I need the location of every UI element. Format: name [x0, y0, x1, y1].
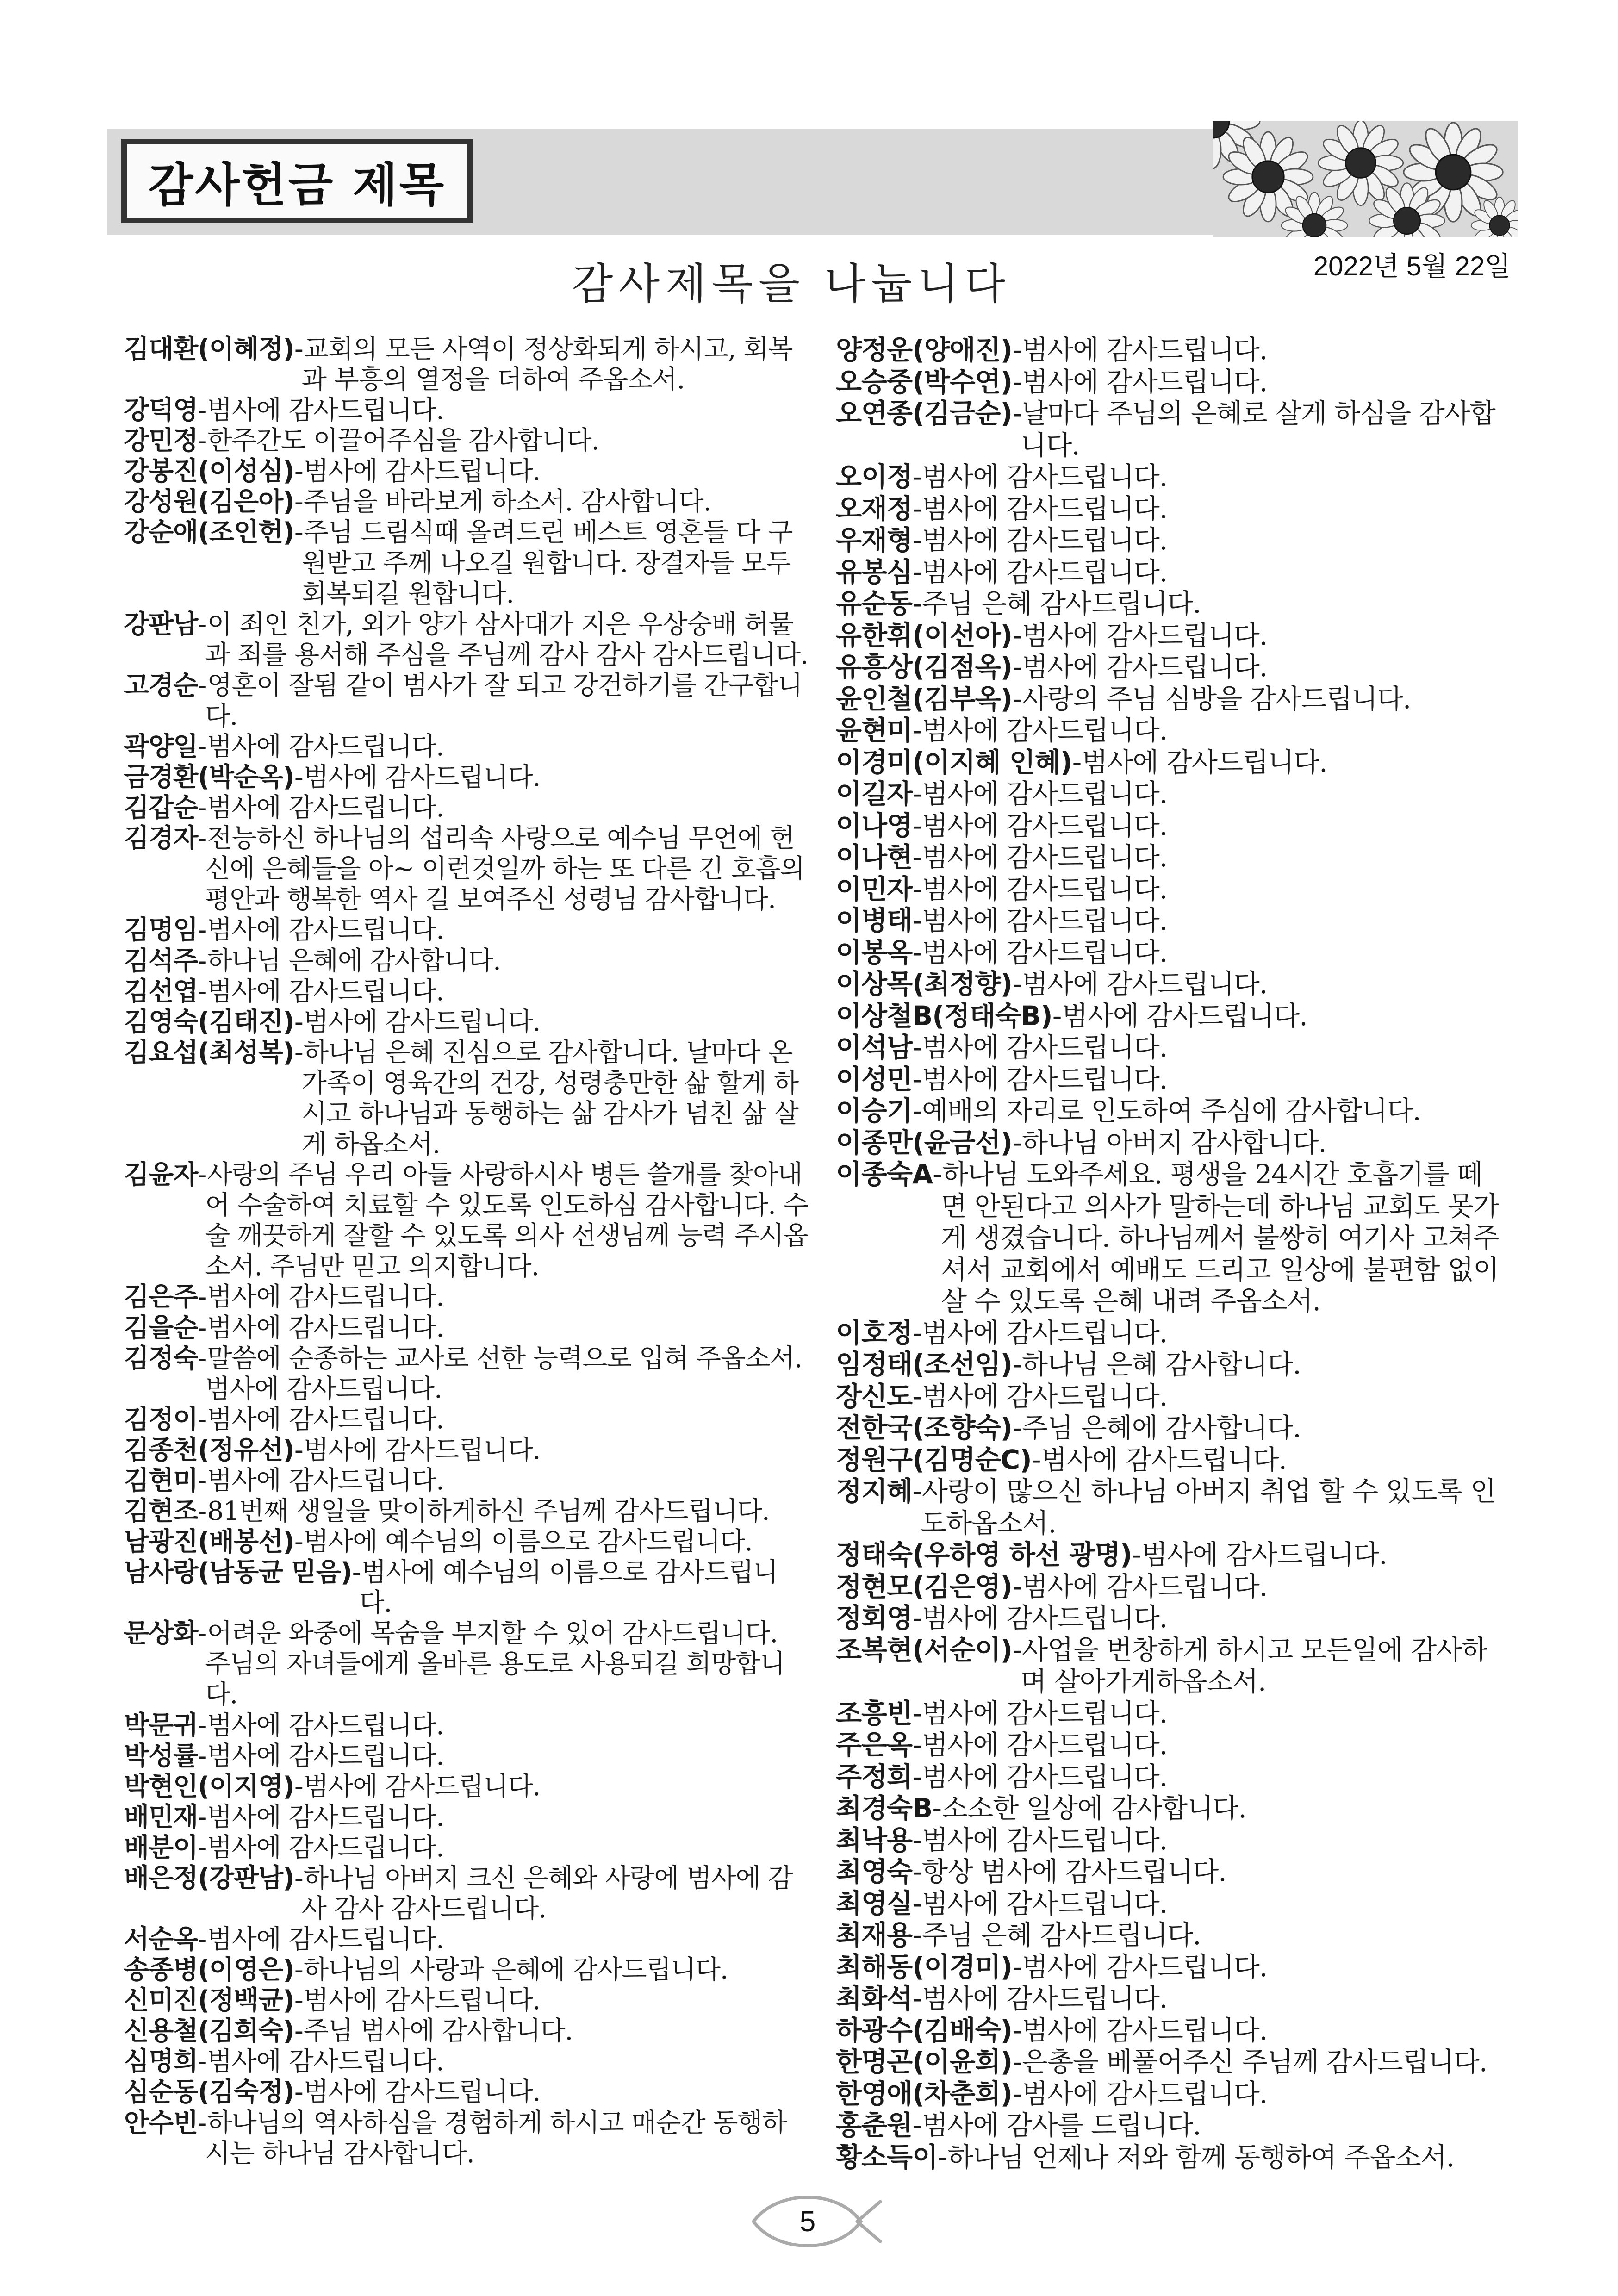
- thanks-message: 전능하신 하나님의 섭리속 사랑으로 예수님 무언에 헌신에 은혜들을 아~ 이런것일까 하는 또 다른 긴 호흡의 평안과 행복한 역사 길 보여주신 성령님 감사합니다.: [205, 823, 805, 915]
- donor-name: 정현모(김은영): [836, 1570, 1013, 1602]
- donor-name: 강성원(김은아): [124, 487, 294, 517]
- thanks-message: 하나님 은혜 진심으로 감사합니다. 날마다 온가족이 영육간의 건강, 성령충만한 삶 할게 하시고 하나님과 동행하는 삶 감사가 넘친 삶 살게 하옵소서.: [301, 1037, 799, 1160]
- thanks-message: 주님 드림식때 올려드린 베스트 영혼들 다 구원받고 주께 나오길 원합니다. 장결자들 모두 회복되길 원합니다.: [301, 517, 793, 609]
- donor-name: 김요섭(최성복): [124, 1037, 294, 1068]
- donor-name: 이성민: [836, 1063, 913, 1095]
- list-item: 오연종(김금순)-날마다 주님의 은혜로 살게 하심을 감사합니다.: [836, 398, 1495, 461]
- thanks-message: 사업을 번창하게 하시고 모든일에 감사하며 살아가게하옵소서.: [1021, 1634, 1487, 1697]
- thanks-message: 범사에 감사드립니다.: [207, 793, 444, 823]
- thanks-message: 범사에 감사드립니다.: [207, 1313, 444, 1343]
- donor-name: 강봉진(이성심): [124, 456, 294, 487]
- donor-name: 유한휘(이선아): [836, 619, 1013, 651]
- donor-name: 조흥빈: [836, 1697, 913, 1729]
- thanks-message: 하나님 은혜에 감사합니다.: [207, 946, 501, 976]
- list-item: 조흥빈-범사에 감사드립니다.: [836, 1697, 1168, 1729]
- list-item: 하광수(김배숙)-범사에 감사드립니다.: [836, 2014, 1268, 2046]
- donor-name: 김영숙(김태진): [124, 1007, 294, 1037]
- thanks-message: 범사에 감사드립니다.: [922, 873, 1168, 905]
- thanks-message: 범사에 감사드립니다.: [922, 1824, 1168, 1856]
- list-item: 최낙용-범사에 감사드립니다.: [836, 1824, 1168, 1856]
- thanks-message: 말씀에 순종하는 교사로 선한 능력으로 입혀 주옵소서. 범사에 감사드립니다.: [205, 1343, 803, 1404]
- list-item: 강판남-이 죄인 친가, 외가 양가 삼사대가 지은 우상숭배 허물과 죄를 용서해 주심을 주님께 감사 감사 감사드립니다.: [124, 609, 808, 670]
- subtitle: 감사제목을 나눕니다: [572, 259, 1011, 309]
- donor-name: 임정태(조선임): [836, 1349, 1013, 1380]
- list-item: 이종만(윤금선)-하나님 아버지 감사합니다.: [836, 1126, 1326, 1158]
- list-item: 오재정-범사에 감사드립니다.: [836, 492, 1168, 524]
- thanks-message: 소소한 일상에 감사합니다.: [942, 1792, 1246, 1824]
- list-item: 한명곤(이윤희)-은총을 베풀어주신 주님께 감사드립니다.: [836, 2046, 1487, 2078]
- thanks-message: 하나님 언제나 저와 함께 동행하여 주옵소서.: [947, 2141, 1455, 2173]
- donor-name: 이종만(윤금선): [836, 1126, 1013, 1158]
- thanks-message: 범사에 감사드립니다.: [922, 1729, 1168, 1761]
- list-item: 안수빈-하나님의 역사하심을 경험하게 하시고 매순간 동행하시는 하나님 감사합니다.: [124, 2108, 787, 2169]
- donor-name: 한명곤(이윤희): [836, 2046, 1013, 2078]
- list-item: 김영숙(김태진)-범사에 감사드립니다.: [124, 1007, 541, 1037]
- list-item: 오이정-범사에 감사드립니다.: [836, 461, 1168, 492]
- donor-name: 금경환(박순옥): [124, 762, 294, 793]
- donor-name: 배은정(강판남): [124, 1863, 294, 1893]
- donor-name: 정지혜: [836, 1475, 913, 1507]
- donor-name: 오이정: [836, 461, 913, 492]
- thanks-message: 범사에 감사드립니다.: [303, 1771, 541, 1802]
- thanks-message: 범사에 감사드립니다.: [922, 1761, 1168, 1792]
- list-item: 정원구(김명순C)-범사에 감사드립니다.: [836, 1444, 1287, 1475]
- donor-name: 김현미: [124, 1465, 198, 1496]
- list-item: 최재용-주님 은혜 감사드립니다.: [836, 1919, 1201, 1951]
- donor-name: 서순옥: [124, 1924, 198, 1955]
- thanks-message: 이 죄인 친가, 외가 양가 삼사대가 지은 우상숭배 허물과 죄를 용서해 주심을 주님께 감사 감사 감사드립니다.: [205, 609, 808, 670]
- list-item: 최해동(이경미)-범사에 감사드립니다.: [836, 1951, 1268, 1983]
- donor-name: 문상화: [124, 1618, 198, 1649]
- donor-name: 김갑순: [124, 793, 198, 823]
- thanks-message: 범사에 감사드립니다.: [207, 2047, 444, 2077]
- donor-name: 김정이: [124, 1404, 198, 1435]
- thanks-message: 범사에 감사드립니다.: [207, 1710, 444, 1741]
- thanks-message: 범사에 감사드립니다.: [207, 1802, 444, 1832]
- donor-name: 김현조: [124, 1496, 198, 1526]
- donor-name: 신용철(김희숙): [124, 2016, 294, 2047]
- donor-name: 신미진(정백균): [124, 1985, 294, 2016]
- thanks-message: 범사에 감사드립니다.: [1022, 1570, 1268, 1602]
- thanks-message: 어려운 와중에 목숨을 부지할 수 있어 감사드립니다. 주님의 자녀들에게 올바른 용도로 사용되길 희망합니다.: [205, 1618, 785, 1710]
- thanks-message: 범사에 감사드립니다.: [1022, 2014, 1268, 2046]
- list-item: 최경숙B-소소한 일상에 감사합니다.: [836, 1792, 1246, 1824]
- donor-name: 배분이: [124, 1832, 198, 1863]
- thanks-message: 항상 범사에 감사드립니다.: [922, 1856, 1226, 1887]
- donor-name: 최재용: [836, 1919, 913, 1951]
- list-item: 장신도-범사에 감사드립니다.: [836, 1380, 1168, 1412]
- list-item: 유한휘(이선아)-범사에 감사드립니다.: [836, 619, 1268, 651]
- list-item: 유흥상(김점옥)-범사에 감사드립니다.: [836, 651, 1268, 683]
- donor-name: 김정숙: [124, 1343, 198, 1374]
- thanks-message: 범사에 감사드립니다.: [1022, 968, 1268, 1000]
- donor-name: 정원구(김명순C): [836, 1444, 1032, 1475]
- thanks-message: 은총을 베풀어주신 주님께 감사드립니다.: [1022, 2046, 1487, 2078]
- donor-name: 윤현미: [836, 715, 913, 746]
- list-item: 문상화-어려운 와중에 목숨을 부지할 수 있어 감사드립니다. 주님의 자녀들에게 올바른 용도로 사용되길 희망합니다.: [124, 1618, 785, 1710]
- thanks-message: 범사에 감사드립니다.: [1141, 1539, 1387, 1570]
- list-item: 신미진(정백균)-범사에 감사드립니다.: [124, 1985, 541, 2016]
- donor-name: 윤인철(김부옥): [836, 683, 1013, 715]
- thanks-message: 한주간도 이끌어주심을 감사합니다.: [207, 426, 599, 456]
- donor-name: 이나현: [836, 841, 913, 873]
- list-item: 주은옥-범사에 감사드립니다.: [836, 1729, 1168, 1761]
- donor-name: 강순애(조인헌): [124, 517, 294, 548]
- list-item: 한영애(차춘희)-범사에 감사드립니다.: [836, 2078, 1268, 2109]
- thanks-message: 범사에 예수님의 이름으로 감사드립니다.: [303, 1527, 753, 1557]
- donor-name: 김명임: [124, 915, 198, 946]
- thanks-message: 예배의 자리로 인도하여 주심에 감사합니다.: [922, 1095, 1421, 1126]
- thanks-message: 주님을 바라보게 하소서. 감사합니다.: [303, 487, 711, 517]
- list-item: 유봉심-범사에 감사드립니다.: [836, 556, 1168, 588]
- list-item: 최화석-범사에 감사드립니다.: [836, 1983, 1168, 2014]
- thanks-message: 범사에 감사드립니다.: [303, 456, 541, 487]
- list-item: 김요섭(최성복)-하나님 은혜 진심으로 감사합니다. 날마다 온가족이 영육간의 건강, 성령충만한 삶 할게 하시고 하나님과 동행하는 삶 감사가 넘친 삶 살게 하옵소서.: [124, 1037, 799, 1160]
- donor-name: 배민재: [124, 1802, 198, 1832]
- list-item: 김명임-범사에 감사드립니다.: [124, 915, 444, 946]
- list-item: 강성원(김은아)-주님을 바라보게 하소서. 감사합니다.: [124, 487, 711, 517]
- thanks-message: 범사에 감사드립니다.: [1022, 2078, 1268, 2109]
- donor-name: 곽양일: [124, 732, 198, 762]
- list-item: 이나영-범사에 감사드립니다.: [836, 809, 1168, 841]
- list-item: 강덕영-범사에 감사드립니다.: [124, 395, 444, 426]
- list-item: 김윤자-사랑의 주님 우리 아들 사랑하시사 병든 쓸개를 찾아내어 수술하여 치료할 수 있도록 인도하심 감사합니다. 수술 깨끗하게 잘할 수 있도록 의사 선생님께 능력 주시옵소서. 주님만 믿고 의지합니다.: [124, 1160, 808, 1282]
- list-item: 이병태-범사에 감사드립니다.: [836, 905, 1168, 936]
- list-item: 남사랑(남동균 믿음)-범사에 예수님의 이름으로 감사드립니다.: [124, 1557, 778, 1618]
- list-item: 김경자-전능하신 하나님의 섭리속 사랑으로 예수님 무언에 헌신에 은혜들을 아~ 이런것일까 하는 또 다른 긴 호흡의 평안과 행복한 역사 길 보여주신 성령님 감사합니다.: [124, 823, 805, 915]
- donor-name: 이봉옥: [836, 936, 913, 968]
- donor-name: 우재형: [836, 524, 913, 556]
- donor-name: 박현인(이지영): [124, 1771, 294, 1802]
- thanks-message: 사랑의 주님 우리 아들 사랑하시사 병든 쓸개를 찾아내어 수술하여 치료할 수 있도록 인도하심 감사합니다. 수술 깨끗하게 잘할 수 있도록 의사 선생님께 능력 주시옵소서. 주님만 믿고 의지합니다.: [205, 1160, 808, 1282]
- thanks-message: 범사에 감사드립니다.: [922, 1380, 1168, 1412]
- list-item: 남광진(배봉선)-범사에 예수님의 이름으로 감사드립니다.: [124, 1527, 753, 1557]
- donor-name: 전한국(조향숙): [836, 1412, 1013, 1444]
- thanks-message: 주님 은혜 감사드립니다.: [922, 588, 1201, 619]
- list-item: 황소득이-하나님 언제나 저와 함께 동행하여 주옵소서.: [836, 2141, 1455, 2173]
- thanks-message: 하나님의 사랑과 은혜에 감사드립니다.: [303, 1955, 728, 1985]
- thanks-message: 범사에 감사드립니다.: [1022, 1951, 1268, 1983]
- list-item: 김정이-범사에 감사드립니다.: [124, 1404, 444, 1435]
- donor-name: 이경미(이지혜 인혜): [836, 746, 1072, 778]
- list-item: 전한국(조향숙)-주님 은혜에 감사합니다.: [836, 1412, 1301, 1444]
- donor-name: 정회영: [836, 1602, 913, 1634]
- donor-name: 황소득이: [836, 2141, 938, 2173]
- list-item: 강민정-한주간도 이끌어주심을 감사합니다.: [124, 426, 599, 456]
- list-item: 금경환(박순옥)-범사에 감사드립니다.: [124, 762, 541, 793]
- thanks-message: 범사에 감사드립니다.: [207, 395, 444, 426]
- thanks-message: 범사에 감사드립니다.: [922, 841, 1168, 873]
- list-item: 김정숙-말씀에 순종하는 교사로 선한 능력으로 입혀 주옵소서. 범사에 감사드립니다.: [124, 1343, 803, 1404]
- page-number-badge: [745, 2191, 884, 2252]
- list-item: 정태숙(우하영 하선 광명)-범사에 감사드립니다.: [836, 1539, 1387, 1570]
- list-item: 김갑순-범사에 감사드립니다.: [124, 793, 444, 823]
- list-item: 이상철B(정태숙B)-범사에 감사드립니다.: [836, 1000, 1307, 1032]
- thanks-message: 81번째 생일을 맞이하게하신 주님께 감사드립니다.: [207, 1496, 770, 1526]
- thanks-message: 영혼이 잘됨 같이 범사가 잘 되고 강건하기를 간구합니다.: [205, 670, 803, 731]
- list-item: 임정태(조선임)-하나님 은혜 감사합니다.: [836, 1349, 1301, 1380]
- donor-name: 이길자: [836, 778, 913, 809]
- list-item: 이봉옥-범사에 감사드립니다.: [836, 936, 1168, 968]
- list-item: 강봉진(이성심)-범사에 감사드립니다.: [124, 456, 541, 487]
- list-item: 이종숙A-하나님 도와주세요. 평생을 24시간 호흡기를 떼면 안된다고 의사가 말하는데 하나님 교회도 못가게 생겼습니다. 하나님께서 불쌍히 여기사 고쳐주셔서 교회에서 예배도 드리고 일상에 불편함 없이 살 수 있도록 은혜 내려 주옵소서.: [836, 1158, 1499, 1317]
- list-item: 우재형-범사에 감사드립니다.: [836, 524, 1168, 556]
- list-item: 배은정(강판남)-하나님 아버지 크신 은혜와 사랑에 범사에 감사 감사 감사드립니다.: [124, 1863, 793, 1924]
- donor-name: 강민정: [124, 426, 198, 456]
- thanks-message: 범사에 감사드립니다.: [303, 1435, 541, 1465]
- list-item: 김현미-범사에 감사드립니다.: [124, 1465, 444, 1496]
- list-item: 윤인철(김부옥)-사랑의 주님 심방을 감사드립니다.: [836, 683, 1411, 715]
- thanks-message: 범사에 감사드립니다.: [922, 778, 1168, 809]
- donor-name: 안수빈: [124, 2108, 198, 2138]
- list-item: 홍춘원-범사에 감사를 드립니다.: [836, 2109, 1201, 2141]
- list-item: 김을순-범사에 감사드립니다.: [124, 1313, 444, 1343]
- donor-name: 김경자: [124, 823, 198, 854]
- right-column: [836, 334, 1507, 2173]
- thanks-message: 범사에 감사드립니다.: [922, 809, 1168, 841]
- thanks-message: 범사에 예수님의 이름으로 감사드립니다.: [359, 1557, 778, 1618]
- list-item: 이나현-범사에 감사드립니다.: [836, 841, 1168, 873]
- list-item: 송종병(이영은)-하나님의 사랑과 은혜에 감사드립니다.: [124, 1955, 728, 1985]
- list-item: 이민자-범사에 감사드립니다.: [836, 873, 1168, 905]
- list-item: 이호정-범사에 감사드립니다.: [836, 1317, 1168, 1349]
- list-item: 정지혜-사랑이 많으신 하나님 아버지 취업 할 수 있도록 인도하옵소서.: [836, 1475, 1496, 1539]
- donor-name: 김선엽: [124, 976, 198, 1007]
- donor-name: 남광진(배봉선): [124, 1527, 294, 1557]
- donor-name: 최낙용: [836, 1824, 913, 1856]
- list-item: 이승기-예배의 자리로 인도하여 주심에 감사합니다.: [836, 1095, 1421, 1126]
- donor-name: 오승중(박수연): [836, 366, 1013, 398]
- thanks-message: 범사에 감사드립니다.: [922, 524, 1168, 556]
- thanks-message: 범사에 감사드립니다.: [922, 1317, 1168, 1349]
- list-item: 양정운(양애진)-범사에 감사드립니다.: [836, 334, 1268, 366]
- donor-name: 정태숙(우하영 하선 광명): [836, 1539, 1132, 1570]
- donor-name: 이상철B(정태숙B): [836, 1000, 1052, 1032]
- list-item: 강순애(조인헌)-주님 드림식때 올려드린 베스트 영혼들 다 구원받고 주께 나오길 원합니다. 장결자들 모두 회복되길 원합니다.: [124, 517, 793, 609]
- thanks-message: 범사에 감사드립니다.: [922, 1032, 1168, 1063]
- donor-name: 심명희: [124, 2047, 198, 2077]
- thanks-message: 범사에 감사드립니다.: [207, 1741, 444, 1771]
- thanks-message: 하나님의 역사하심을 경험하게 하시고 매순간 동행하시는 하나님 감사합니다.: [205, 2108, 787, 2169]
- thanks-message: 주님 범사에 감사합니다.: [303, 2016, 573, 2047]
- thanks-message: 범사에 감사드립니다.: [303, 1007, 541, 1037]
- date: 2022년 5월 22일: [1313, 251, 1511, 281]
- list-item: 박성률-범사에 감사드립니다.: [124, 1741, 444, 1771]
- list-item: 박현인(이지영)-범사에 감사드립니다.: [124, 1771, 541, 1802]
- list-item: 이길자-범사에 감사드립니다.: [836, 778, 1168, 809]
- list-item: 심명희-범사에 감사드립니다.: [124, 2047, 444, 2077]
- donor-name: 송종병(이영은): [124, 1955, 294, 1985]
- list-item: 김대환(이혜정)-교회의 모든 사역이 정상화되게 하시고, 회복과 부흥의 열정을 더하여 주옵소서.: [124, 334, 793, 395]
- donor-name: 최경숙B: [836, 1792, 933, 1824]
- donor-name: 주은옥: [836, 1729, 913, 1761]
- thanks-message: 범사에 감사드립니다.: [207, 1465, 444, 1496]
- thanks-message: 범사에 감사드립니다.: [1022, 366, 1268, 398]
- thanks-message: 범사에 감사드립니다.: [922, 1697, 1168, 1729]
- donor-name: 심순동(김숙정): [124, 2077, 294, 2108]
- donor-name: 오재정: [836, 492, 913, 524]
- thanks-message: 하나님 도와주세요. 평생을 24시간 호흡기를 떼면 안된다고 의사가 말하는데 하나님 교회도 못가게 생겼습니다. 하나님께서 불쌍히 여기사 고쳐주셔서 교회에서 예배도 드리고 일상에 불편함 없이 살 수 있도록 은혜 내려 주옵소서.: [940, 1158, 1499, 1317]
- thanks-message: 범사에 감사드립니다.: [1022, 651, 1268, 683]
- thanks-message: 범사에 감사드립니다.: [1022, 334, 1268, 366]
- donor-name: 최해동(이경미): [836, 1951, 1013, 1983]
- thanks-message: 범사에 감사드립니다.: [207, 732, 444, 762]
- thanks-message: 교회의 모든 사역이 정상화되게 하시고, 회복과 부흥의 열정을 더하여 주옵소서.: [301, 334, 793, 395]
- thanks-message: 사랑이 많으신 하나님 아버지 취업 할 수 있도록 인도하옵소서.: [921, 1475, 1496, 1539]
- thanks-message: 범사에 감사드립니다.: [303, 1985, 541, 2016]
- donor-name: 강덕영: [124, 395, 198, 426]
- thanks-message: 사랑의 주님 심방을 감사드립니다.: [1022, 683, 1411, 715]
- list-item: 유순동-주님 은혜 감사드립니다.: [836, 588, 1201, 619]
- list-item: 고경순-영혼이 잘됨 같이 범사가 잘 되고 강건하기를 간구합니다.: [124, 670, 803, 731]
- donor-name: 유흥상(김점옥): [836, 651, 1013, 683]
- thanks-message: 범사에 감사드립니다.: [922, 556, 1168, 588]
- donor-name: 이호정: [836, 1317, 913, 1349]
- thanks-message: 범사에 감사드립니다.: [922, 1602, 1168, 1634]
- thanks-message: 날마다 주님의 은혜로 살게 하심을 감사합니다.: [1021, 398, 1495, 461]
- donor-name: 이석남: [836, 1032, 913, 1063]
- thanks-message: 범사에 감사드립니다.: [1041, 1444, 1287, 1475]
- thanks-message: 범사에 감사드립니다.: [207, 1924, 444, 1955]
- donor-name: 이종숙A: [836, 1158, 933, 1190]
- donor-name: 김대환(이혜정): [124, 334, 294, 364]
- donor-name: 홍춘원: [836, 2109, 913, 2141]
- thanks-message: 범사에 감사드립니다.: [207, 1404, 444, 1435]
- donor-name: 이병태: [836, 905, 913, 936]
- thanks-message: 범사에 감사드립니다.: [922, 492, 1168, 524]
- list-item: 오승중(박수연)-범사에 감사드립니다.: [836, 366, 1268, 398]
- donor-name: 하광수(김배숙): [836, 2014, 1013, 2046]
- donor-name: 이승기: [836, 1095, 913, 1126]
- donor-name: 김종천(정유선): [124, 1435, 294, 1465]
- list-item: 김종천(정유선)-범사에 감사드립니다.: [124, 1435, 541, 1465]
- list-item: 배민재-범사에 감사드립니다.: [124, 1802, 444, 1832]
- thanks-message: 범사에 감사드립니다.: [207, 1282, 444, 1313]
- list-item: 최영실-범사에 감사드립니다.: [836, 1887, 1168, 1919]
- donor-name: 유봉심: [836, 556, 913, 588]
- title-box: [121, 139, 473, 223]
- list-item: 박문귀-범사에 감사드립니다.: [124, 1710, 444, 1741]
- thanks-message: 하나님 아버지 감사합니다.: [1022, 1126, 1326, 1158]
- left-column: [124, 334, 809, 2169]
- page-number: 5: [799, 2205, 816, 2238]
- page-title: 감사헌금 제목: [148, 158, 446, 212]
- list-item: 곽양일-범사에 감사드립니다.: [124, 732, 444, 762]
- thanks-message: 범사에 감사드립니다.: [207, 976, 444, 1007]
- list-item: 이석남-범사에 감사드립니다.: [836, 1032, 1168, 1063]
- list-item: 윤현미-범사에 감사드립니다.: [836, 715, 1168, 746]
- thanks-message: 주님 은혜에 감사합니다.: [1022, 1412, 1301, 1444]
- donor-name: 김은주: [124, 1282, 198, 1313]
- donor-name: 유순동: [836, 588, 913, 619]
- thanks-message: 범사에 감사드립니다.: [207, 915, 444, 946]
- donor-name: 주정희: [836, 1761, 913, 1792]
- donor-name: 박성률: [124, 1741, 198, 1771]
- list-item: 정회영-범사에 감사드립니다.: [836, 1602, 1168, 1634]
- list-item: 김석주-하나님 은혜에 감사합니다.: [124, 946, 501, 976]
- donor-name: 오연종(김금순): [836, 398, 1013, 429]
- thanks-message: 범사에 감사드립니다.: [922, 1887, 1168, 1919]
- donor-name: 최영숙: [836, 1856, 913, 1887]
- thanks-message: 범사에 감사드립니다.: [303, 762, 541, 793]
- list-item: 조복현(서순이)-사업을 번창하게 하시고 모든일에 감사하며 살아가게하옵소서.: [836, 1634, 1487, 1697]
- thanks-message: 범사에 감사드립니다.: [207, 1832, 444, 1863]
- donor-name: 남사랑(남동균 믿음): [124, 1557, 352, 1588]
- donor-name: 김윤자: [124, 1160, 198, 1190]
- list-item: 주정희-범사에 감사드립니다.: [836, 1761, 1168, 1792]
- list-item: 배분이-범사에 감사드립니다.: [124, 1832, 444, 1863]
- donor-name: 최영실: [836, 1887, 913, 1919]
- thanks-message: 하나님 은혜 감사합니다.: [1022, 1349, 1301, 1380]
- thanks-message: 범사에 감사드립니다.: [922, 905, 1168, 936]
- thanks-message: 범사에 감사드립니다.: [922, 1063, 1168, 1095]
- thanks-message: 범사에 감사드립니다.: [1082, 746, 1327, 778]
- thanks-message: 범사에 감사드립니다.: [922, 461, 1168, 492]
- donor-name: 이민자: [836, 873, 913, 905]
- thanks-message: 주님 은혜 감사드립니다.: [922, 1919, 1201, 1951]
- list-item: 심순동(김숙정)-범사에 감사드립니다.: [124, 2077, 541, 2108]
- donor-name: 강판남: [124, 609, 198, 640]
- list-item: 이성민-범사에 감사드립니다.: [836, 1063, 1168, 1095]
- list-item: 최영숙-항상 범사에 감사드립니다.: [836, 1856, 1226, 1887]
- donor-name: 양정운(양애진): [836, 334, 1013, 366]
- donor-name: 고경순: [124, 670, 198, 701]
- list-item: 정현모(김은영)-범사에 감사드립니다.: [836, 1570, 1268, 1602]
- list-item: 신용철(김희숙)-주님 범사에 감사합니다.: [124, 2016, 573, 2047]
- donor-name: 박문귀: [124, 1710, 198, 1741]
- donor-name: 김을순: [124, 1313, 198, 1343]
- list-item: 이경미(이지혜 인혜)-범사에 감사드립니다.: [836, 746, 1327, 778]
- thanks-message: 하나님 아버지 크신 은혜와 사랑에 범사에 감사 감사 감사드립니다.: [301, 1863, 793, 1924]
- list-item: 김선엽-범사에 감사드립니다.: [124, 976, 444, 1007]
- donor-name: 한영애(차춘희): [836, 2078, 1013, 2109]
- thanks-message: 범사에 감사드립니다.: [922, 715, 1168, 746]
- thanks-message: 범사에 감사드립니다.: [922, 936, 1168, 968]
- list-item: 서순옥-범사에 감사드립니다.: [124, 1924, 444, 1955]
- donor-name: 조복현(서순이): [836, 1634, 1013, 1666]
- list-item: 김은주-범사에 감사드립니다.: [124, 1282, 444, 1313]
- sunflower-icon: [1213, 121, 1518, 237]
- thanks-message: 범사에 감사드립니다.: [1022, 619, 1268, 651]
- list-item: 이상목(최정향)-범사에 감사드립니다.: [836, 968, 1268, 1000]
- donor-name: 이상목(최정향): [836, 968, 1013, 1000]
- thanks-message: 범사에 감사드립니다.: [922, 1983, 1168, 2014]
- thanks-message: 범사에 감사드립니다.: [1062, 1000, 1307, 1032]
- donor-name: 장신도: [836, 1380, 913, 1412]
- donor-name: 김석주: [124, 946, 198, 976]
- donor-name: 최화석: [836, 1983, 913, 2014]
- thanks-message: 범사에 감사드립니다.: [303, 2077, 541, 2108]
- thanks-message: 범사에 감사를 드립니다.: [922, 2109, 1201, 2141]
- donor-name: 이나영: [836, 809, 913, 841]
- list-item: 김현조-81번째 생일을 맞이하게하신 주님께 감사드립니다.: [124, 1496, 770, 1526]
